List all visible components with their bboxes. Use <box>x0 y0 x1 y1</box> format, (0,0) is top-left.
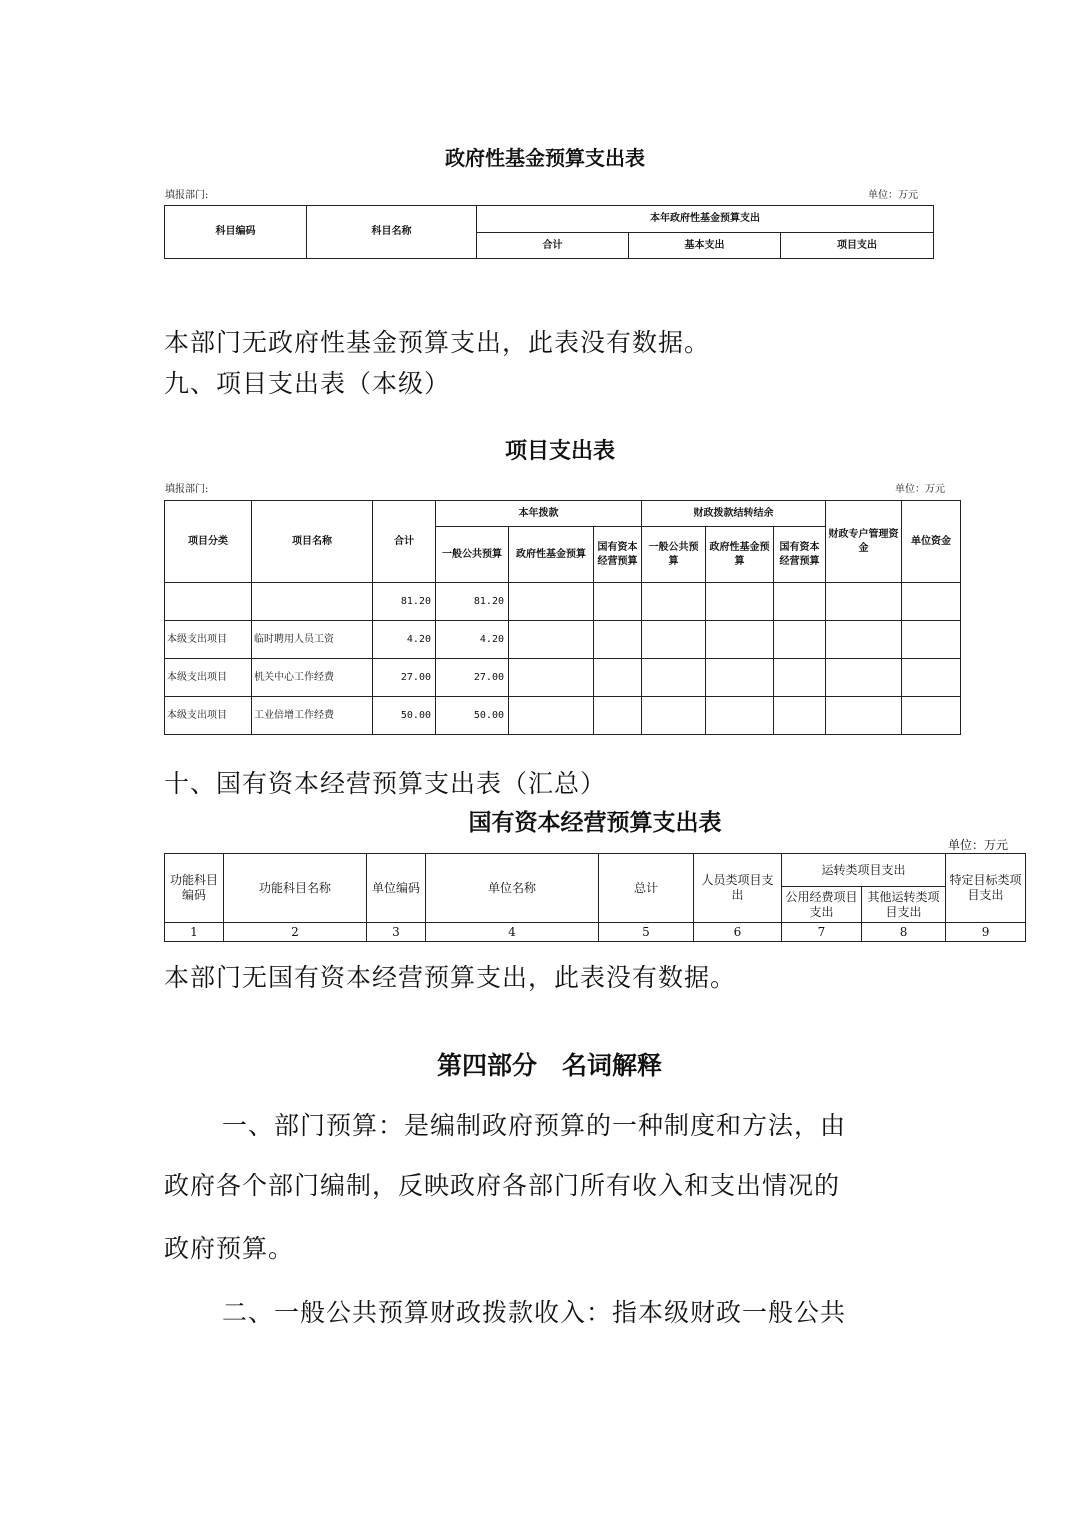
col-number: 7 <box>782 923 862 942</box>
section10-heading: 十、国有资本经营预算支出表（汇总） <box>164 769 607 798</box>
header-unit-name: 单位名称 <box>426 854 599 923</box>
header-total: 合计 <box>373 501 436 583</box>
part4-line-2: 政府各个部门编制，反映政府各部门所有收入和支出情况的 <box>164 1171 841 1200</box>
header-personnel: 人员类项目支出 <box>694 854 782 923</box>
table-row <box>165 659 961 697</box>
header-general-budget: 一般公共预算 <box>436 527 509 583</box>
header-func-code: 功能科目编码 <box>165 854 224 923</box>
header-transfer: 运转类项目支出 <box>782 854 946 887</box>
cell-total: 50.00 <box>373 697 436 735</box>
header-unit-code: 单位编码 <box>367 854 426 923</box>
header-basic: 基本支出 <box>629 233 781 259</box>
gov-fund-table-title: 政府性基金预算支出表 <box>445 146 645 170</box>
col-number: 6 <box>694 923 782 942</box>
column-number-row <box>165 923 1026 942</box>
col-number: 8 <box>862 923 946 942</box>
part4-line-1: 一、部门预算：是编制政府预算的一种制度和方法，由 <box>222 1111 847 1140</box>
header-carryover: 财政拨款结转结余 <box>642 501 826 527</box>
header-group: 本年政府性基金预算支出 <box>477 206 934 233</box>
header-total: 合计 <box>477 233 629 259</box>
project-table-title: 项目支出表 <box>504 438 615 464</box>
table-row <box>165 697 961 735</box>
cell-general: 81.20 <box>436 583 509 621</box>
header-soe-budget-2: 国有资本经营预算 <box>774 527 826 583</box>
soe-table <box>164 853 1026 942</box>
col-number: 5 <box>599 923 694 942</box>
part4-line-4: 二、一般公共预算财政拨款收入：指本级财政一般公共 <box>222 1298 847 1327</box>
project-table <box>164 500 961 735</box>
cell-name: 机关中心工作经费 <box>252 659 373 697</box>
gov-fund-fill-dept: 填报部门: <box>165 190 209 201</box>
col-number: 4 <box>426 923 599 942</box>
header-func-name: 功能科目名称 <box>224 854 367 923</box>
col-number: 9 <box>946 923 1026 942</box>
part4-line-3: 政府预算。 <box>164 1234 295 1263</box>
cell-total: 27.00 <box>373 659 436 697</box>
header-code: 科目编码 <box>165 206 307 259</box>
cell-category: 本级支出项目 <box>165 621 252 659</box>
col-number: 3 <box>367 923 426 942</box>
cell-category <box>165 583 252 621</box>
col-number: 2 <box>224 923 367 942</box>
gov-fund-note: 本部门无政府性基金预算支出，此表没有数据。 <box>164 328 711 357</box>
gov-fund-table <box>164 205 934 259</box>
soe-unit: 单位：万元 <box>948 838 1009 852</box>
cell-general: 50.00 <box>436 697 509 735</box>
cell-name: 临时聘用人员工资 <box>252 621 373 659</box>
header-this-year: 本年拨款 <box>436 501 642 527</box>
table-row <box>165 621 961 659</box>
cell-general: 4.20 <box>436 621 509 659</box>
cell-general: 27.00 <box>436 659 509 697</box>
header-category: 项目分类 <box>165 501 252 583</box>
cell-name <box>252 583 373 621</box>
header-specific: 特定目标类项目支出 <box>946 854 1026 923</box>
cell-total: 81.20 <box>373 583 436 621</box>
soe-note: 本部门无国有资本经营预算支出，此表没有数据。 <box>164 963 737 992</box>
header-unit-funds: 单位资金 <box>902 501 961 583</box>
table-row <box>165 583 961 621</box>
header-name: 项目名称 <box>252 501 373 583</box>
header-special: 财政专户管理资金 <box>826 501 902 583</box>
header-general-budget-2: 一般公共预算 <box>642 527 706 583</box>
header-soe-budget: 国有资本经营预算 <box>594 527 642 583</box>
project-fill-dept: 填报部门: <box>165 484 209 495</box>
project-unit: 单位：万元 <box>895 484 945 495</box>
gov-fund-unit: 单位：万元 <box>868 190 918 201</box>
cell-category: 本级支出项目 <box>165 697 252 735</box>
soe-table-title: 国有资本经营预算支出表 <box>468 810 722 836</box>
section9-heading: 九、项目支出表（本级） <box>164 369 451 398</box>
header-name: 科目名称 <box>307 206 477 259</box>
header-total: 总计 <box>599 854 694 923</box>
col-number: 1 <box>165 923 224 942</box>
header-project: 项目支出 <box>781 233 934 259</box>
header-other-transfer: 其他运转类项目支出 <box>862 887 946 923</box>
header-gov-fund: 政府性基金预算 <box>509 527 594 583</box>
header-public-funds: 公用经费项目支出 <box>782 887 862 923</box>
part4-heading: 第四部分 名词解释 <box>437 1051 663 1080</box>
cell-category: 本级支出项目 <box>165 659 252 697</box>
cell-name: 工业倍增工作经费 <box>252 697 373 735</box>
header-gov-fund-2: 政府性基金预算 <box>706 527 774 583</box>
cell-total: 4.20 <box>373 621 436 659</box>
